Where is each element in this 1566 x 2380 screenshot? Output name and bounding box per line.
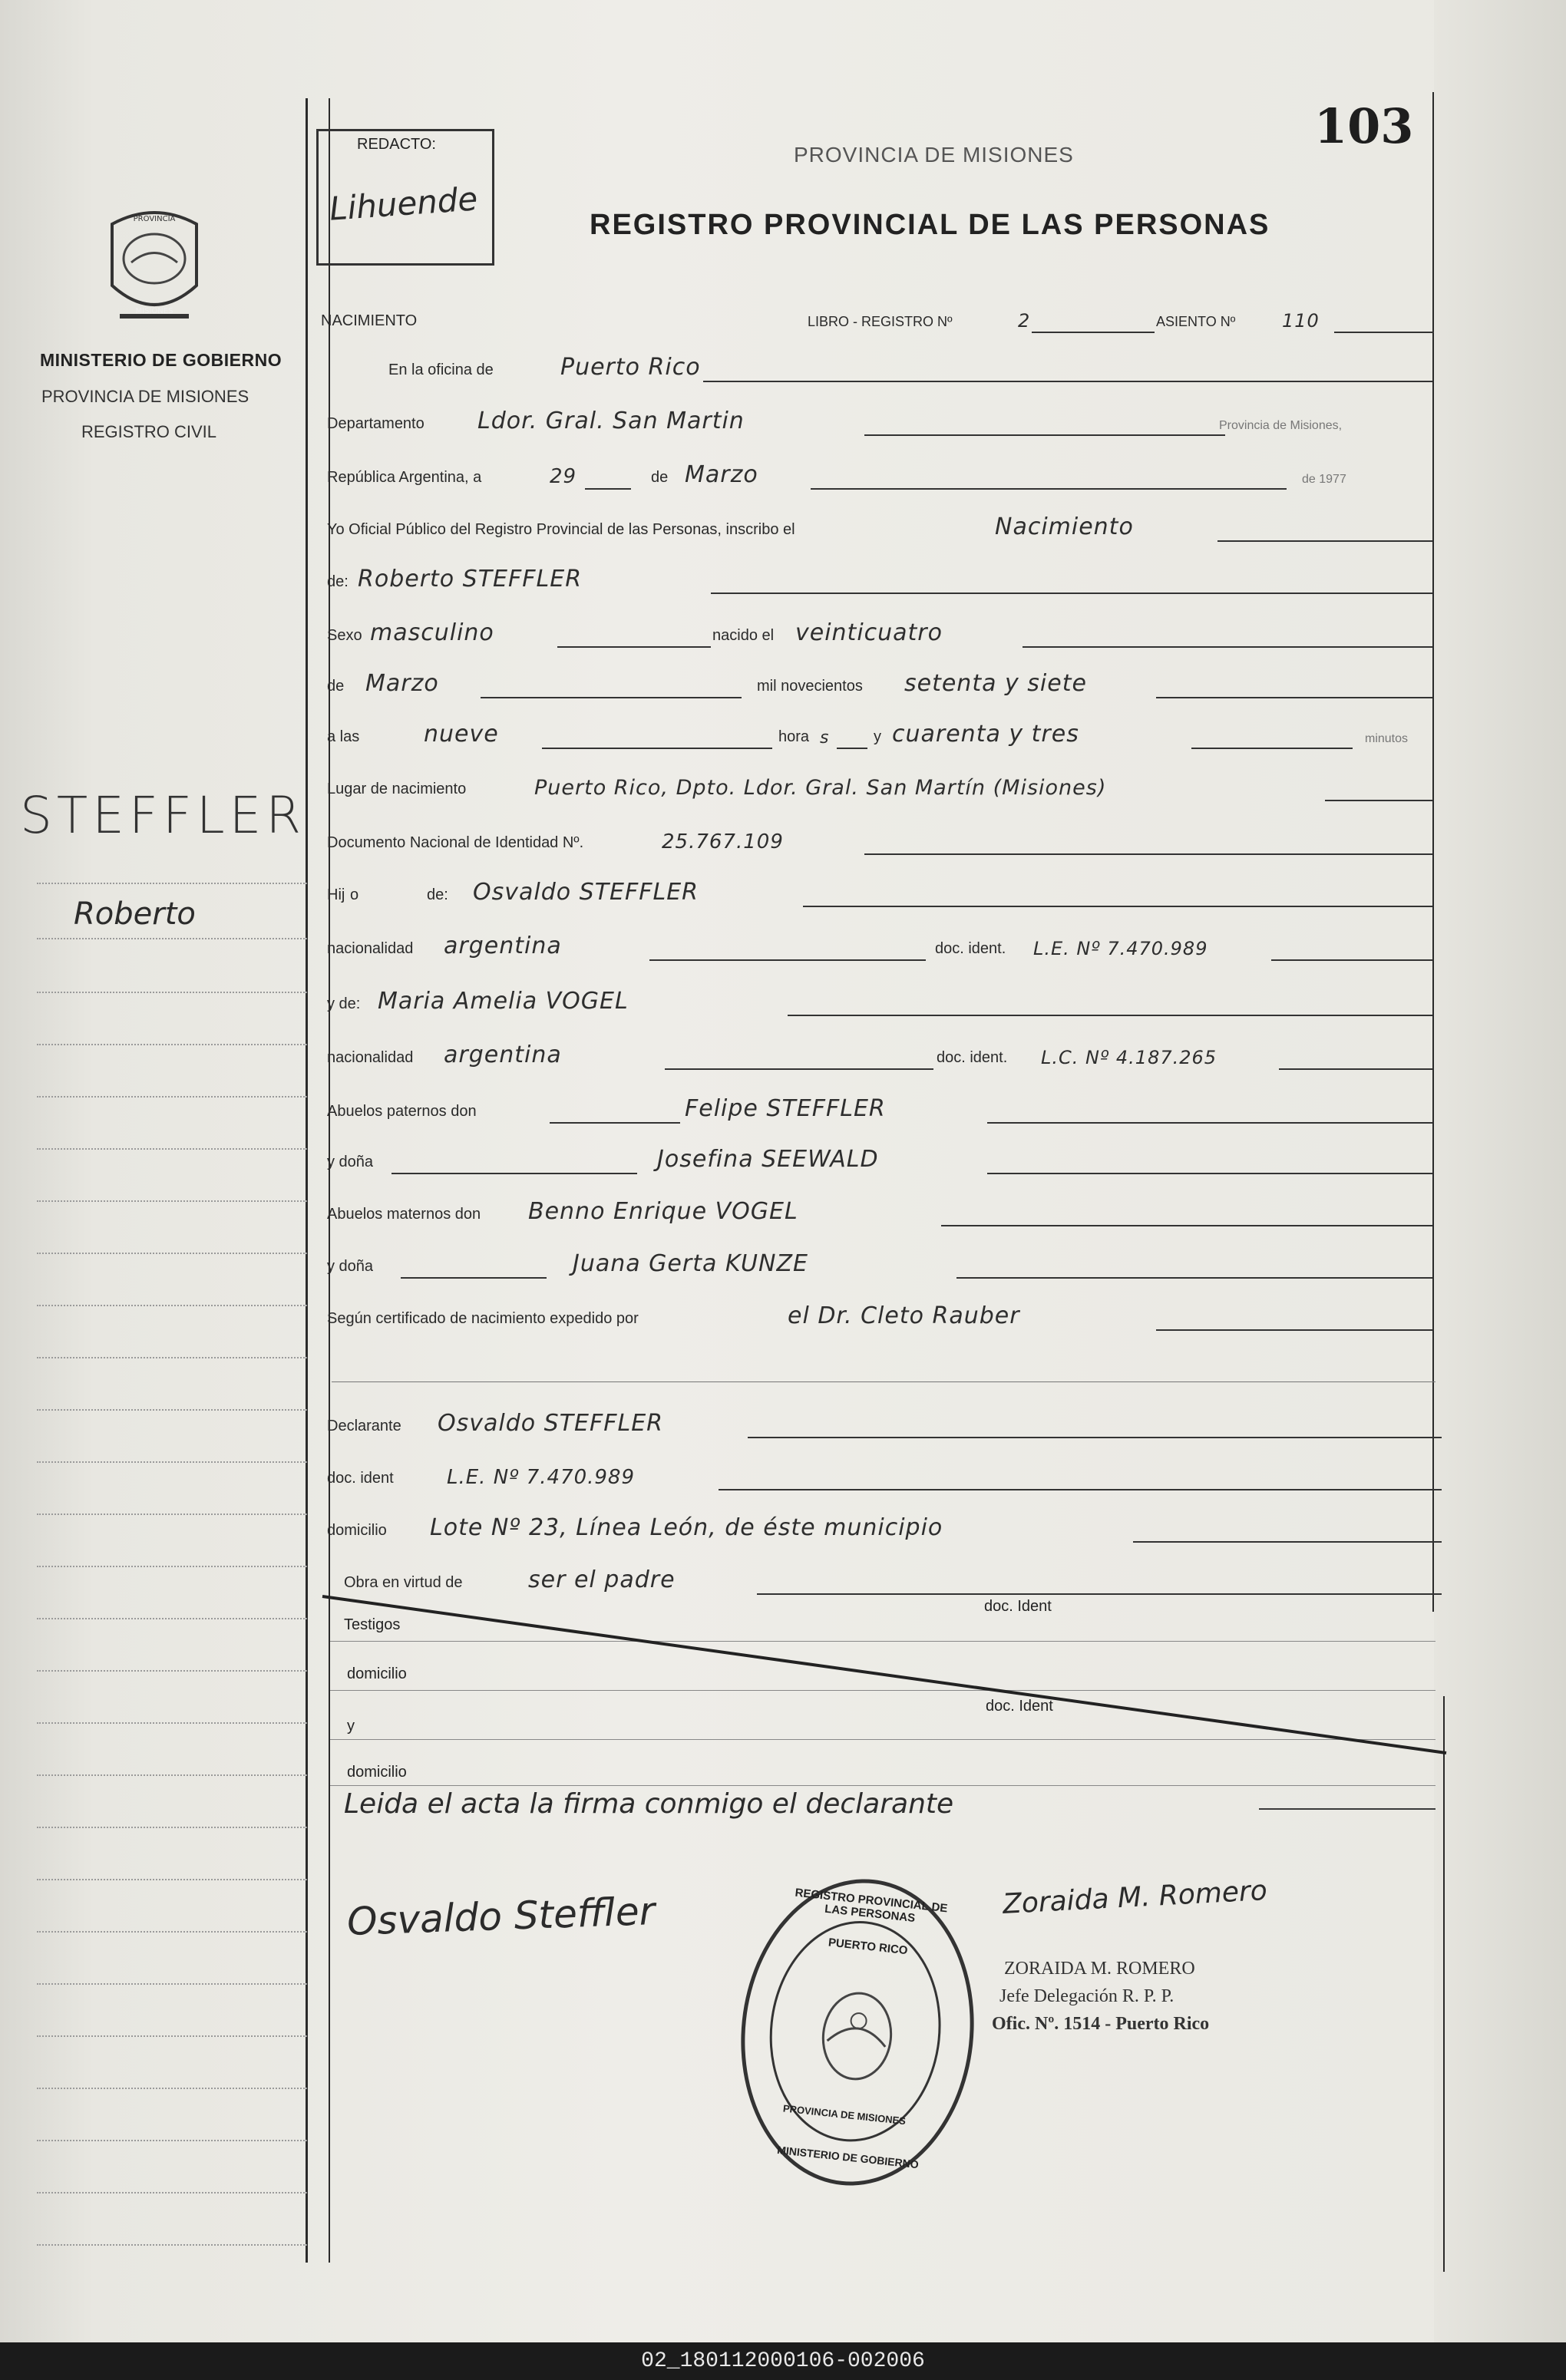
hijo-de-label: de:: [427, 886, 448, 903]
libro-label: LIBRO - REGISTRO Nº: [808, 314, 953, 329]
page-number: 103: [1314, 98, 1414, 154]
anio-label: de 1977: [1302, 473, 1346, 486]
province-heading: PROVINCIA DE MISIONES: [794, 143, 1074, 167]
certificado-value: el Dr. Cleto Rauber: [788, 1302, 1020, 1329]
de-label: de: [651, 469, 669, 486]
mil-label: mil novecientos: [757, 678, 863, 695]
lugar-value: Puerto Rico, Dpto. Ldor. Gral. San Martín (Misiones): [534, 776, 1107, 800]
image-id-caption: 02_180112000106-002006: [0, 2342, 1566, 2380]
abuela-mat-value: Juana Gerta KUNZE: [573, 1250, 808, 1277]
alas-label: a las: [327, 728, 360, 745]
domicilio-testigo1-label: domicilio: [347, 1665, 407, 1682]
registry-title: REGISTRO PROVINCIAL DE LAS PERSONAS: [590, 209, 1270, 241]
asiento-value: 110: [1282, 310, 1320, 332]
de-persona-label: de:: [327, 573, 349, 590]
abuela-pat-value: Josefina SEEWALD: [657, 1146, 879, 1173]
nacido-value: veinticuatro: [795, 619, 943, 646]
nac-madre-label: nacionalidad: [327, 1049, 414, 1066]
nac-madre-value: argentina: [444, 1041, 562, 1068]
doc-madre-value: L.C. Nº 4.187.265: [1041, 1047, 1217, 1068]
doc-padre-label: doc. ident.: [935, 940, 1006, 957]
act-type-label: NACIMIENTO: [321, 312, 418, 329]
doc-ident-testigo2-label: doc. Ident: [986, 1698, 1053, 1715]
obra-label: Obra en virtud de: [344, 1574, 463, 1591]
hijo-suffix: o: [350, 886, 359, 903]
madre-value: Maria Amelia VOGEL: [378, 988, 629, 1015]
stamp-inner-top-text: PUERTO RICO: [828, 1936, 909, 1958]
departamento-label: Departamento: [327, 415, 425, 432]
sexo-label: Sexo: [327, 627, 362, 644]
obra-value: ser el padre: [528, 1566, 676, 1593]
dia-value: 29: [550, 465, 577, 488]
de2-label: de: [327, 678, 345, 695]
inscribo-value: Nacimiento: [995, 513, 1134, 540]
official-signature: Zoraida M. Romero: [1002, 1875, 1268, 1920]
testigos-label: Testigos: [344, 1616, 401, 1633]
minutos-label: minutos: [1365, 732, 1409, 745]
stamp-emblem: [805, 1978, 908, 2094]
official-name: ZORAIDA M. ROMERO: [1004, 1959, 1195, 1979]
declarante-value: Osvaldo STEFFLER: [438, 1410, 663, 1437]
province-label: PROVINCIA DE MISIONES: [41, 387, 249, 406]
domicilio-label: domicilio: [327, 1522, 387, 1539]
declarante-signature: Osvaldo Steffler: [346, 1889, 656, 1944]
dni-value: 25.767.109: [662, 830, 784, 853]
doc-padre-value: L.E. Nº 7.470.989: [1033, 938, 1208, 959]
redacto-label: REDACTO:: [357, 136, 436, 153]
y-testigo-label: y: [347, 1718, 355, 1735]
abuelo-mat-value: Benno Enrique VOGEL: [528, 1198, 798, 1225]
abuelo-pat-value: Felipe STEFFLER: [685, 1095, 886, 1122]
doc-declarante-value: L.E. Nº 7.470.989: [447, 1466, 635, 1489]
abuelos-mat-label: Abuelos maternos don: [327, 1206, 481, 1223]
abuelos-pat-label: Abuelos paternos don: [327, 1103, 477, 1120]
provincia-suffix: Provincia de Misiones,: [1219, 419, 1343, 432]
stamp-outer-text: REGISTRO PROVINCIAL DE LAS PERSONAS: [794, 1886, 949, 1925]
leida-line: [1259, 1808, 1436, 1810]
nac-padre-label: nacionalidad: [327, 940, 414, 957]
stamp-bottom-text: MINISTERIO DE GOBIERNO: [776, 2143, 920, 2171]
persona-value: Roberto STEFFLER: [358, 566, 583, 593]
padre-value: Osvaldo STEFFLER: [473, 879, 699, 906]
nacido-label: nacido el: [712, 627, 775, 644]
lugar-label: Lugar de nacimiento: [327, 781, 467, 797]
anio-nac-value: setenta y siete: [904, 670, 1087, 697]
hora-value: nueve: [424, 721, 499, 748]
libro-value: 2: [1018, 310, 1031, 332]
official-title: Jefe Delegación R. P. P.: [999, 1986, 1174, 2006]
doc-declarante-label: doc. ident: [327, 1470, 394, 1487]
departamento-value: Ldor. Gral. San Martin: [477, 408, 745, 434]
stamp-inner-bottom-text: PROVINCIA DE MISIONES: [782, 2102, 907, 2127]
oficina-label: En la oficina de: [388, 361, 494, 378]
margin-given-name: Roberto: [74, 896, 196, 932]
oficina-value: Puerto Rico: [560, 354, 701, 381]
official-office: Ofic. Nº. 1514 - Puerto Rico: [992, 2014, 1210, 2034]
redacto-signature: Lihuende: [328, 180, 479, 228]
mes-value: Marzo: [685, 461, 758, 488]
mes-nac-value: Marzo: [365, 670, 439, 697]
seal-top-text: PROVINCIA: [133, 215, 176, 223]
hijo-label: Hij: [327, 886, 345, 903]
horas-label: hora: [778, 728, 810, 745]
certificado-label: Según certificado de nacimiento expedido por: [327, 1310, 639, 1327]
sexo-value: masculino: [370, 619, 494, 646]
leida-statement: Leida el acta la firma conmigo el declarante: [344, 1788, 954, 1820]
asiento-label: ASIENTO Nº: [1156, 314, 1236, 329]
yde-label: y de:: [327, 995, 361, 1012]
y-label: y: [874, 728, 881, 745]
ydona-pat-label: y doña: [327, 1154, 374, 1170]
domicilio-value: Lote Nº 23, Línea León, de éste municipio: [430, 1514, 943, 1541]
republica-label: República Argentina, a: [327, 469, 482, 486]
ydona-mat-label: y doña: [327, 1258, 374, 1275]
ministry-label: MINISTERIO DE GOBIERNO: [40, 350, 282, 370]
civil-registry-label: REGISTRO CIVIL: [81, 422, 217, 441]
domicilio-testigo2-label: domicilio: [347, 1764, 407, 1781]
yo-oficial-label: Yo Oficial Público del Registro Provincial de las Personas, inscribo el: [327, 521, 795, 538]
nac-padre-value: argentina: [444, 933, 562, 959]
dni-label: Documento Nacional de Identidad Nº.: [327, 834, 584, 851]
seal-bottom-text: MISIONES: [135, 307, 173, 315]
doc-ident-testigo1-label: doc. Ident: [984, 1598, 1052, 1615]
horas-suffix: s: [820, 728, 830, 748]
margin-surname: STEFFLER: [20, 786, 306, 845]
doc-madre-label: doc. ident.: [937, 1049, 1008, 1066]
minutos-value: cuarenta y tres: [892, 721, 1079, 748]
declarante-label: Declarante: [327, 1418, 401, 1434]
